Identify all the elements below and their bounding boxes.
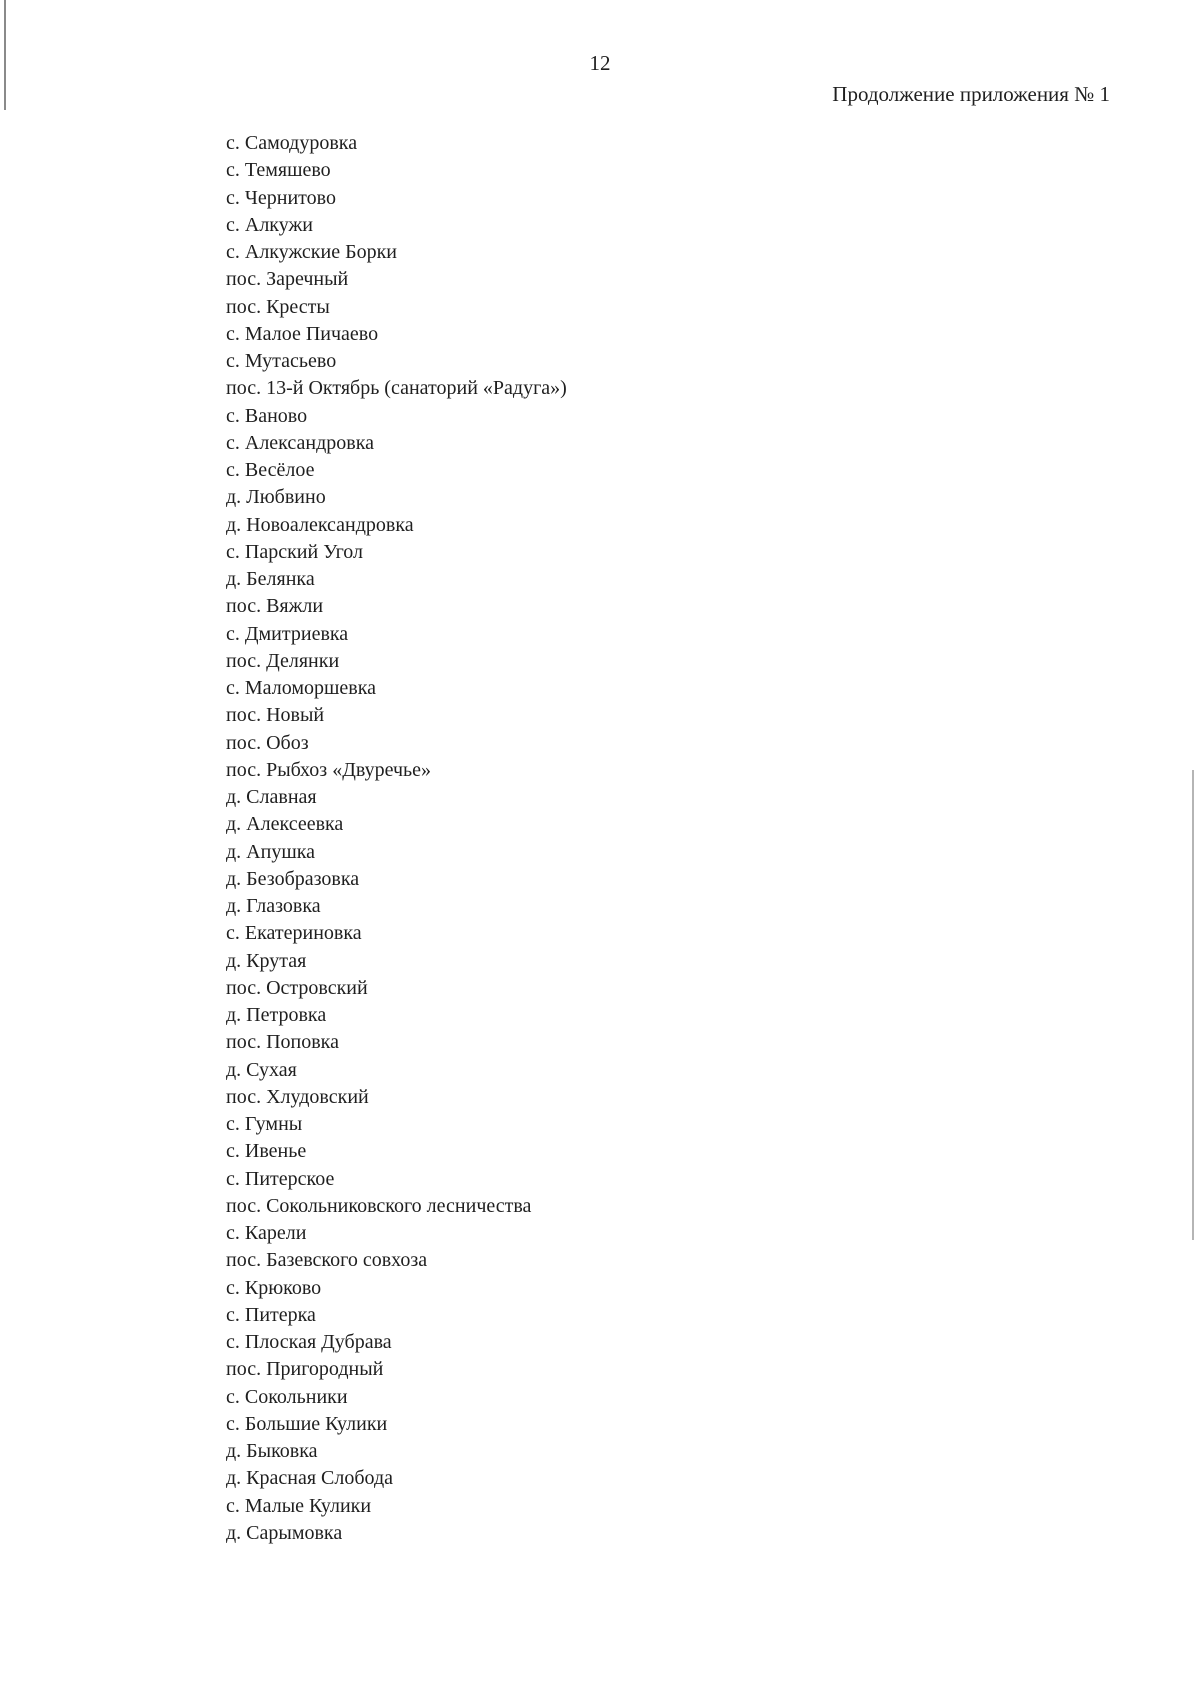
settlement-item: с. Парский Угол <box>226 540 364 563</box>
settlement-item: д. Безобразовка <box>226 867 360 890</box>
scan-edge-right <box>1192 770 1194 1240</box>
settlement-item: пос. Поповка <box>226 1031 339 1054</box>
settlement-item: пос. 13-й Октябрь (санаторий «Радуга») <box>226 377 567 400</box>
settlement-item: с. Самодуровка <box>226 132 358 154</box>
settlement-item: д. Апушка <box>226 840 316 863</box>
settlement-item: д. Крутая <box>226 949 307 972</box>
appendix-caption: Продолжение приложения № 1 <box>832 82 1110 106</box>
settlement-item: с. Александровка <box>226 431 375 454</box>
settlement-item: д. Новоалександровка <box>226 513 414 536</box>
settlement-item: с. Большие Кулики <box>226 1412 388 1435</box>
settlement-item: пос. Сокольниковского лесничества <box>226 1194 532 1217</box>
settlement-item: д. Сухая <box>226 1058 297 1081</box>
settlement-item: д. Быковка <box>226 1440 318 1462</box>
page-number: 12 <box>589 51 611 75</box>
settlement-item: с. Алкужи <box>226 213 313 236</box>
settlement-item: с. Малое Пичаево <box>226 322 379 345</box>
settlement-item: д. Глазовка <box>226 895 321 917</box>
settlement-item: с. Ивенье <box>226 1140 307 1163</box>
settlement-item: д. Алексеевка <box>226 813 344 836</box>
settlement-item: д. Белянка <box>226 568 315 590</box>
settlement-item: пос. Хлудовский <box>226 1085 369 1108</box>
settlement-item: с. Питерское <box>226 1167 335 1190</box>
settlement-item: с. Сокольники <box>226 1385 348 1408</box>
settlement-item: пос. Новый <box>226 704 325 727</box>
settlement-item: пос. Кресты <box>226 295 330 318</box>
settlement-item: с. Весёлое <box>226 459 315 481</box>
settlement-item: пос. Островский <box>226 976 368 999</box>
settlement-item: с. Дмитриевка <box>226 622 349 645</box>
settlement-item: пос. Базевского совхоза <box>226 1249 428 1272</box>
settlement-item: с. Крюково <box>226 1276 322 1299</box>
settlement-item: д. Петровка <box>226 1004 327 1026</box>
settlement-item: с. Карели <box>226 1222 307 1244</box>
settlement-item: д. Любвино <box>226 486 326 509</box>
settlement-item: с. Темяшево <box>226 159 331 182</box>
settlement-item: д. Красная Слобода <box>226 1467 394 1490</box>
settlement-item: с. Алкужские Борки <box>226 241 398 263</box>
settlement-item: пос. Пригородный <box>226 1358 384 1381</box>
settlement-item: с. Гумны <box>226 1113 303 1135</box>
settlement-item: пос. Рыбхоз «Двуречье» <box>226 758 432 781</box>
settlement-item: с. Маломоршевка <box>226 677 376 699</box>
settlement-item: пос. Заречный <box>226 268 349 291</box>
settlement-item: с. Чернитово <box>226 186 336 209</box>
settlement-item: с. Ваново <box>226 404 308 427</box>
settlement-item: с. Мутасьево <box>226 350 337 372</box>
scan-edge-left <box>4 0 6 110</box>
settlement-item: д. Сарымовка <box>226 1521 343 1544</box>
settlement-list <box>226 130 567 1547</box>
settlement-item: с. Плоская Дубрава <box>226 1331 392 1353</box>
settlement-item: пос. Обоз <box>226 731 309 754</box>
settlement-item: с. Екатериновка <box>226 922 362 945</box>
settlement-item: пос. Делянки <box>226 649 340 672</box>
settlement-item: д. Славная <box>226 786 317 808</box>
settlement-item: пос. Вяжли <box>226 595 324 618</box>
settlement-item: с. Питерка <box>226 1303 316 1326</box>
settlement-item: с. Малые Кулики <box>226 1494 372 1517</box>
